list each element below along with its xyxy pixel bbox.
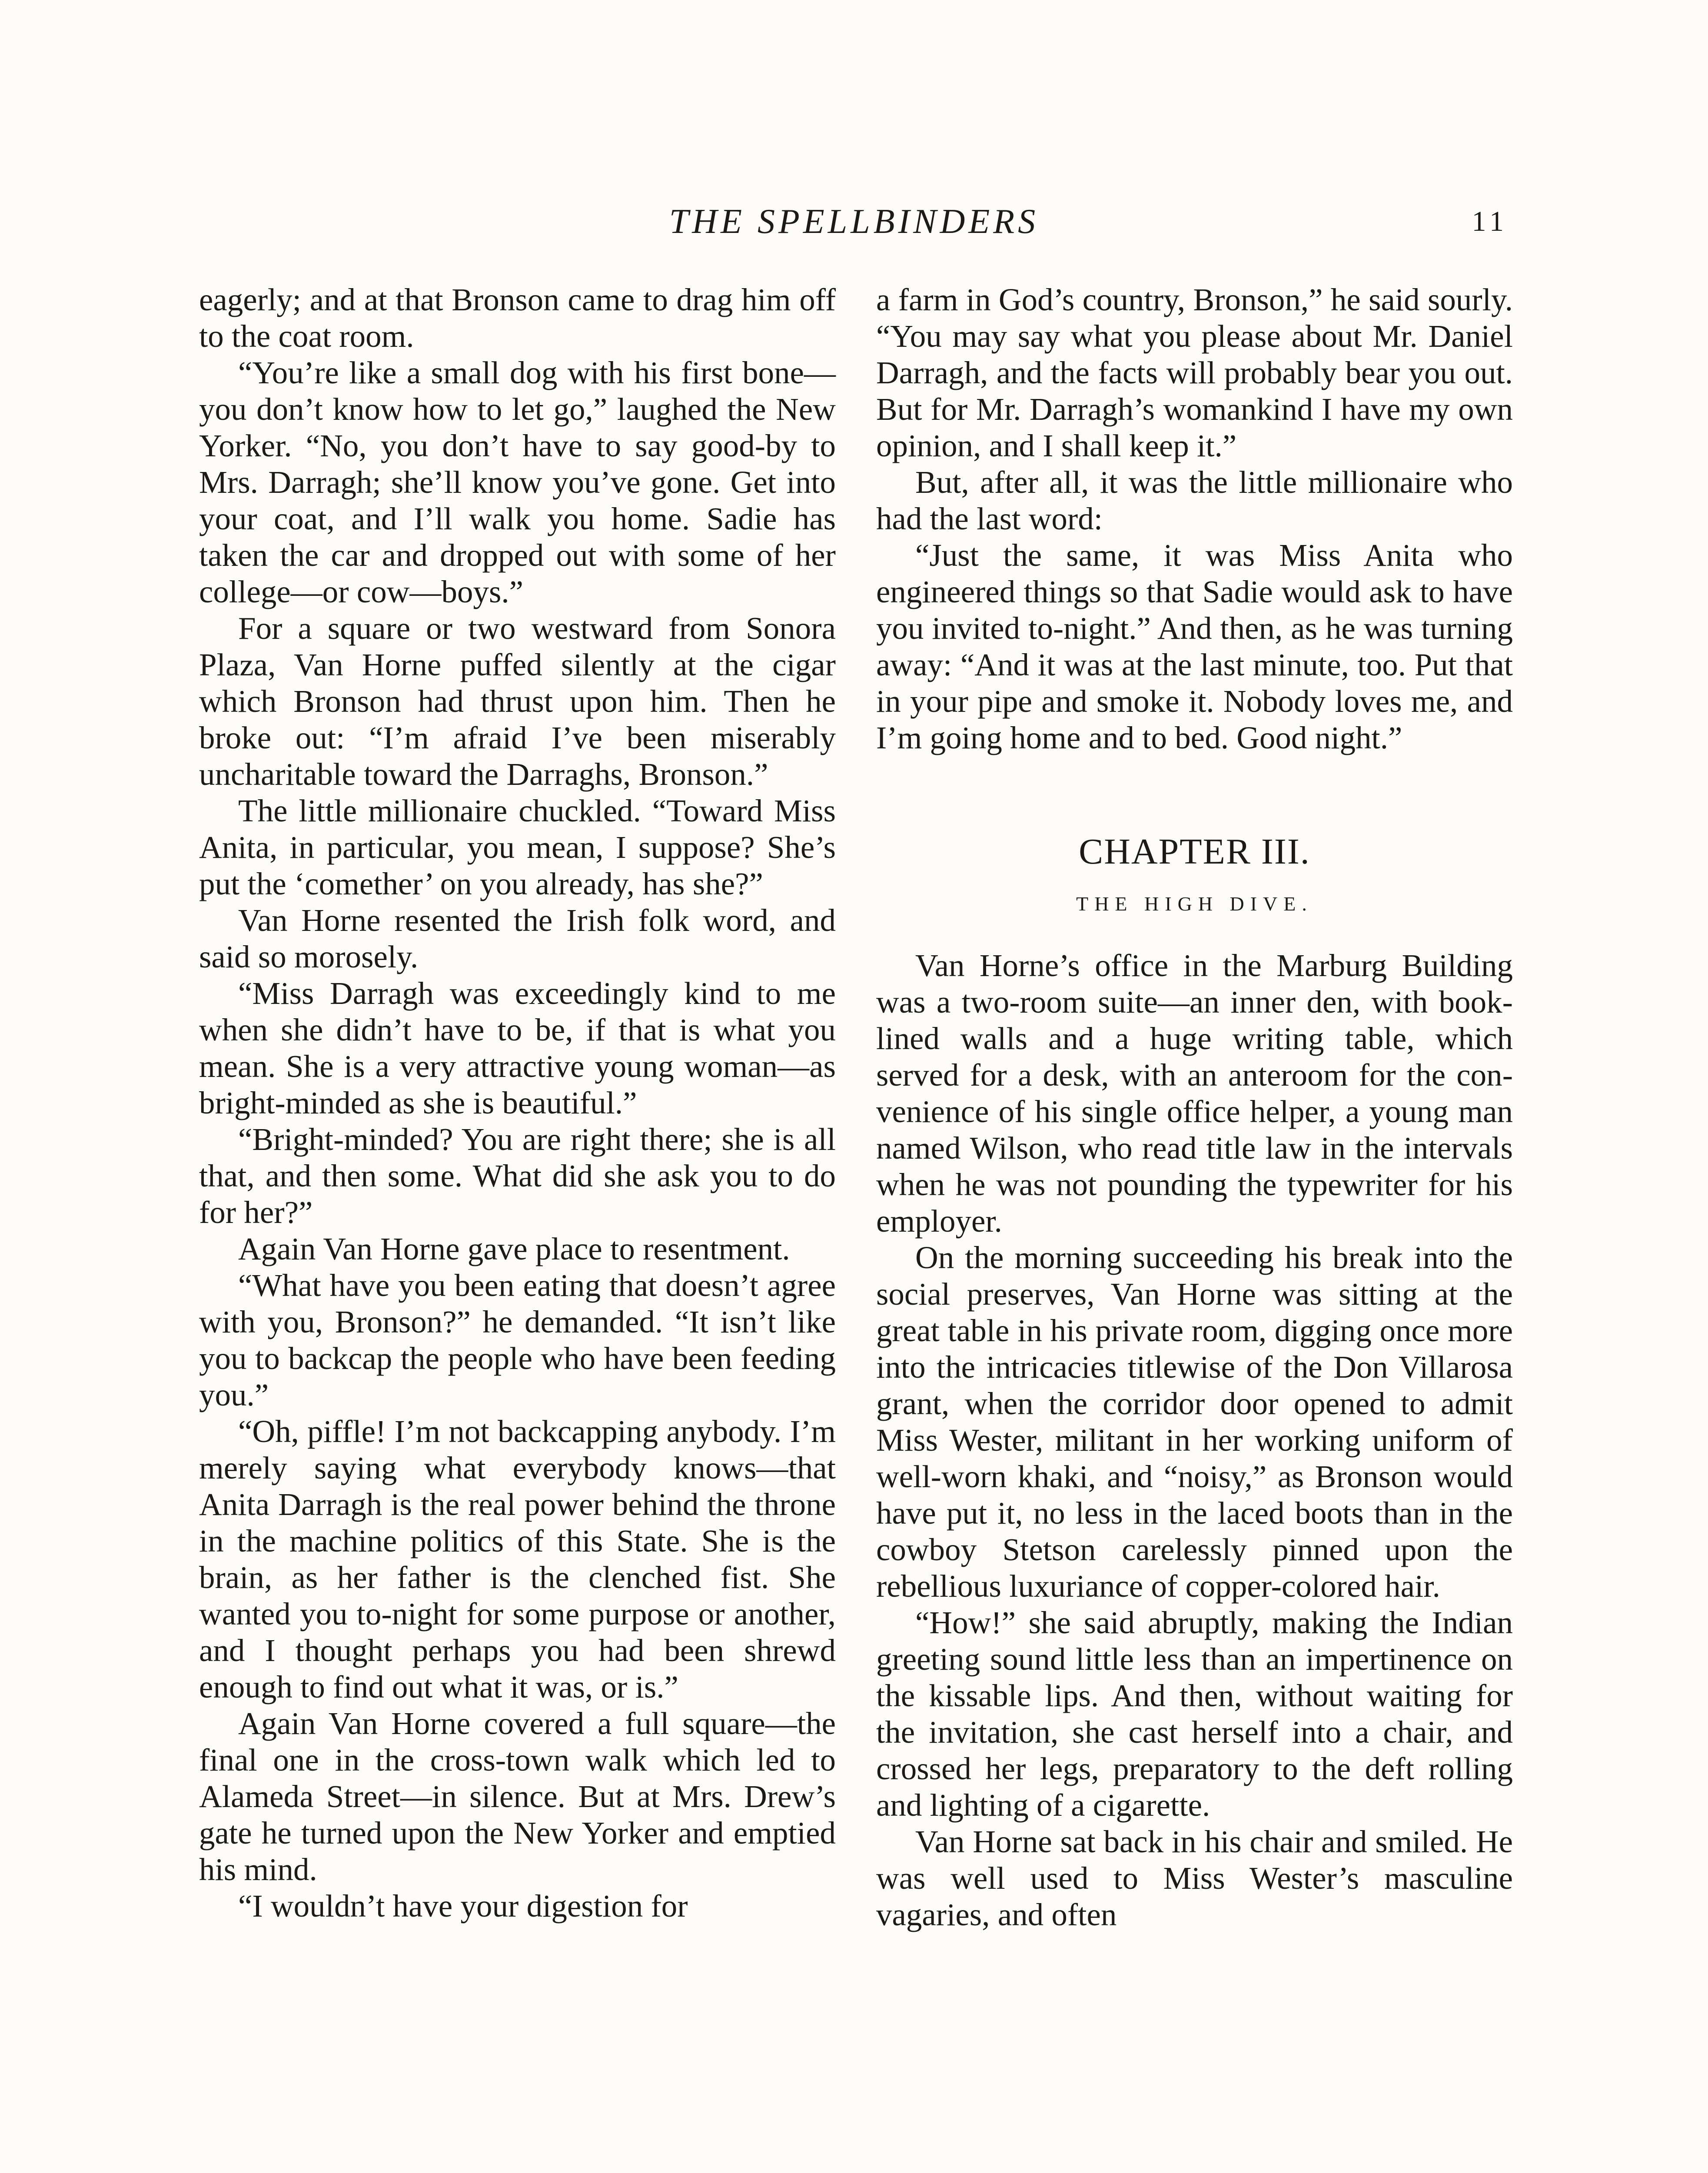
paragraph: eagerly; and at that Bronson came to drag him off to the coat room. bbox=[199, 282, 836, 354]
paragraph: a farm in God’s country, Bronson,” he said sourly. “You may say what you please about Mr. Daniel Darragh, and the facts will probably bear you out. But for Mr. Darragh’s womankind I have my own opinion, and I shall keep it.” bbox=[876, 282, 1513, 463]
paragraph: For a square or two westward from Sonora Plaza, Van Horne puffed silently at the cigar which Bronson had thrust upon him. Then he broke out: “I’m afraid I’ve been miserably uncharitable toward the Darraghs, Bronson.” bbox=[199, 611, 836, 792]
running-head bbox=[0, 198, 1708, 246]
paragraph: Again Van Horne gave place to resentment. bbox=[238, 1231, 790, 1266]
paragraph: “What have you been eating that doesn’t agree with you, Bronson?” he demanded. “It isn’t like you to backcap the people who have been feeding you.” bbox=[199, 1268, 836, 1412]
paragraph: But, after all, it was the little millionaire who had the last word: bbox=[876, 465, 1513, 536]
page-number: 11 bbox=[1472, 206, 1508, 237]
paragraph: “I wouldn’t have your digestion for bbox=[238, 1888, 688, 1924]
paragraph: Again Van Horne covered a full square—the final one in the cross-town walk which led to Alameda Street—in silence. But at Mrs. Drew’s gate he turned upon the New Yorker and emptied his mind. bbox=[199, 1706, 836, 1887]
paragraph: Van Horne sat back in his chair and smiled. He was well used to Miss Wester’s masculine vagaries, and often bbox=[876, 1824, 1513, 1932]
paragraph: Van Horne’s office in the Marburg Building was a two-room suite—an inner den, with book-lined walls and a huge writing table, which served for a desk, with an anteroom for the convenience of his single office helper, a young man named Wilson, who read title law in the intervals when he was not pounding the typewriter for his employer. bbox=[876, 948, 1513, 1239]
paragraph: “Just the same, it was Miss Anita who engineered things so that Sadie would ask to have you invited to-night.” And then, as he was turning away: “And it was at the last minute, too. Put that in your pipe and smoke it. Nobody loves me, and I’m going home and to bed. Good night.” bbox=[876, 538, 1513, 755]
paragraph: “You’re like a small dog with his first bone—you don’t know how to let go,” laughed the New Yorker. “No, you don’t have to say good-by to Mrs. Darragh; she’ll know you’ve gone. Get into your coat, and I’ll walk you home. Sadie has taken the car and dropped out with some of her college—or cow—boys.” bbox=[199, 355, 836, 609]
chapter-subtitle: THE HIGH DIVE. bbox=[1076, 893, 1313, 915]
right-column bbox=[876, 282, 1513, 1933]
chapter-heading: CHAPTER III. bbox=[1079, 831, 1310, 872]
paragraph: Van Horne resented the Irish folk word, and said so morosely. bbox=[199, 903, 836, 974]
paragraph: “Bright-minded? You are right there; she is all that, and then some. What did she ask you to do for her?” bbox=[199, 1122, 836, 1230]
paragraph: “How!” she said abruptly, making the Indian greeting sound little less than an impertinence on the kissable lips. And then, without waiting for the invitation, she cast herself into a chair, and crossed her legs, preparatory to the deft rolling and lighting of a cigarette. bbox=[876, 1605, 1513, 1823]
paragraph: “Oh, piffle! I’m not backcapping anybody. I’m merely saying what everybody knows—that Anita Darragh is the real power behind the throne in the machine politics of this State. She is the brain, as her father is the clenched fist. She wanted you to-night for some purpose or another, and I thought perhaps you had been shrewd enough to find out what it was, or is.” bbox=[199, 1414, 836, 1705]
running-title: THE SPELLBINDERS bbox=[669, 203, 1039, 241]
paragraph: “Miss Darragh was exceedingly kind to me when she didn’t have to be, if that is what you mean. She is a very attractive young woman—as bright-minded as she is beautiful.” bbox=[199, 976, 836, 1120]
left-column bbox=[199, 282, 836, 1924]
paragraph: The little millionaire chuckled. “Toward Miss Anita, in particular, you mean, I suppose? She’s put the ‘comether’ on you already, has she?” bbox=[199, 793, 836, 901]
paragraph: On the morning succeeding his break into the social preserves, Van Horne was sitting at the great table in his private room, digging once more into the intricacies titlewise of the Don Villarosa grant, when the corridor door opened to admit Miss Wester, militant in her working uniform of well-worn khaki, and “noisy,” as Bronson would have put it, no less in the laced boots than in the cowboy Stetson carelessly pinned upon the rebellious luxuriance of copper-colored hair. bbox=[876, 1240, 1513, 1604]
